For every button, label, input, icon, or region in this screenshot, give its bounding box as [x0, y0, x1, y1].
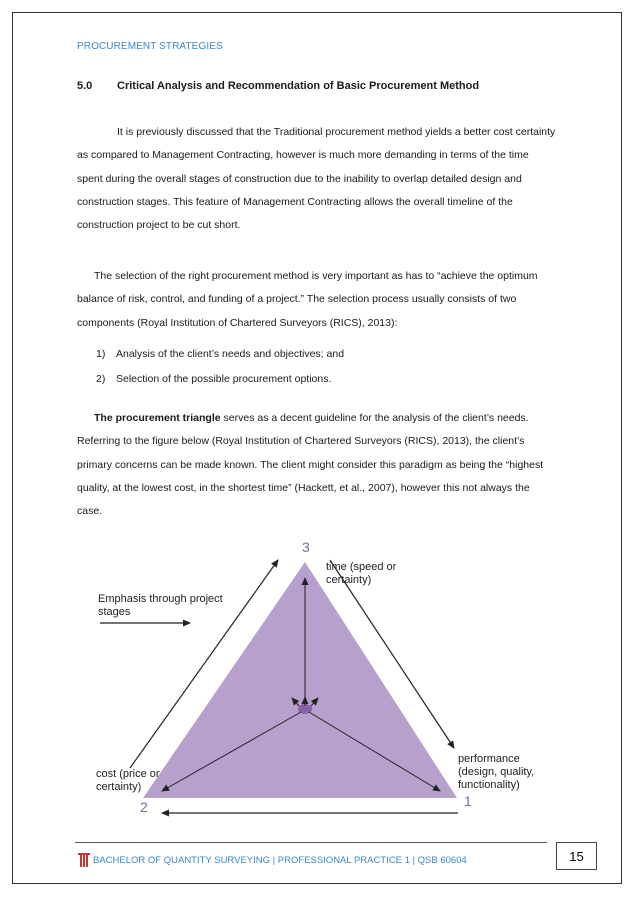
footer [78, 853, 467, 867]
paragraph-1: It is previously discussed that the Traditional procurement method yields a better cost certainty as compared to Management Contracting, however is much more demanding in terms of the time spent during the overall stages of construction due to the inability to overlap detailed design and construction stages. This feature of Management Contracting allows the overall timeline of the construction project to be cut short. [77, 126, 556, 232]
list-marker: 2) [96, 373, 106, 385]
vertex-top-number: 3 [302, 539, 310, 555]
vertex-right-label-line2: (design, quality, [458, 766, 535, 778]
section-heading [77, 80, 479, 92]
emphasis-label-line2: stages [98, 606, 131, 618]
procurement-triangle-term: The procurement triangle [94, 412, 221, 424]
vertex-left-label-line1: cost (price or [96, 768, 160, 780]
emphasis-label-line1: Emphasis through project [98, 593, 223, 605]
paragraph-3 [77, 407, 557, 523]
list-text: Selection of the possible procurement options. [116, 373, 332, 385]
list-marker: 1) [96, 348, 106, 360]
vertex-left-label-line2: certainty) [96, 781, 142, 793]
paragraph-3-text: serves as a decent guideline for the analysis of the client’s needs. Referring to the figure below (Royal Institution of Chartered Surveyors (RICS), 2013), the client’s primary concerns can be made known. The client might consider this paradigm as being the “highest quality, at the lowest cost, in the shortest time” (Hackett, et al., 2007), however this not always the case. [77, 412, 544, 518]
university-logo-icon [78, 853, 90, 867]
page-number: 15 [556, 842, 597, 870]
selection-steps-list [96, 342, 344, 392]
footer-rule [75, 842, 547, 843]
section-number: 5.0 [77, 80, 93, 92]
vertex-top-label-line2: certainty) [326, 574, 372, 586]
vertex-right-number: 1 [464, 793, 472, 809]
list-text: Analysis of the client’s needs and objectives; and [116, 348, 345, 360]
section-title: Critical Analysis and Recommendation of Basic Procurement Method [117, 80, 480, 92]
procurement-triangle-figure [88, 536, 558, 826]
vertex-left-number: 2 [140, 799, 148, 815]
paragraph-2: The selection of the right procurement method is very important as has to “achieve the optimum balance of risk, control, and funding of a project.” The selection process usually consists of two components (Royal Institution of Chartered Surveyors (RICS), 2013): [77, 270, 538, 329]
running-header: PROCUREMENT STRATEGIES [77, 41, 223, 52]
footer-text: BACHELOR OF QUANTITY SURVEYING | PROFESSIONAL PRACTICE 1 | QSB 60604 [93, 854, 467, 866]
list-item [96, 367, 344, 392]
vertex-top-label-line1: time (speed or [326, 561, 397, 573]
vertex-right-label-line1: performance [458, 753, 520, 765]
vertex-right-label-line3: functionality) [458, 779, 520, 791]
list-item [96, 342, 344, 367]
